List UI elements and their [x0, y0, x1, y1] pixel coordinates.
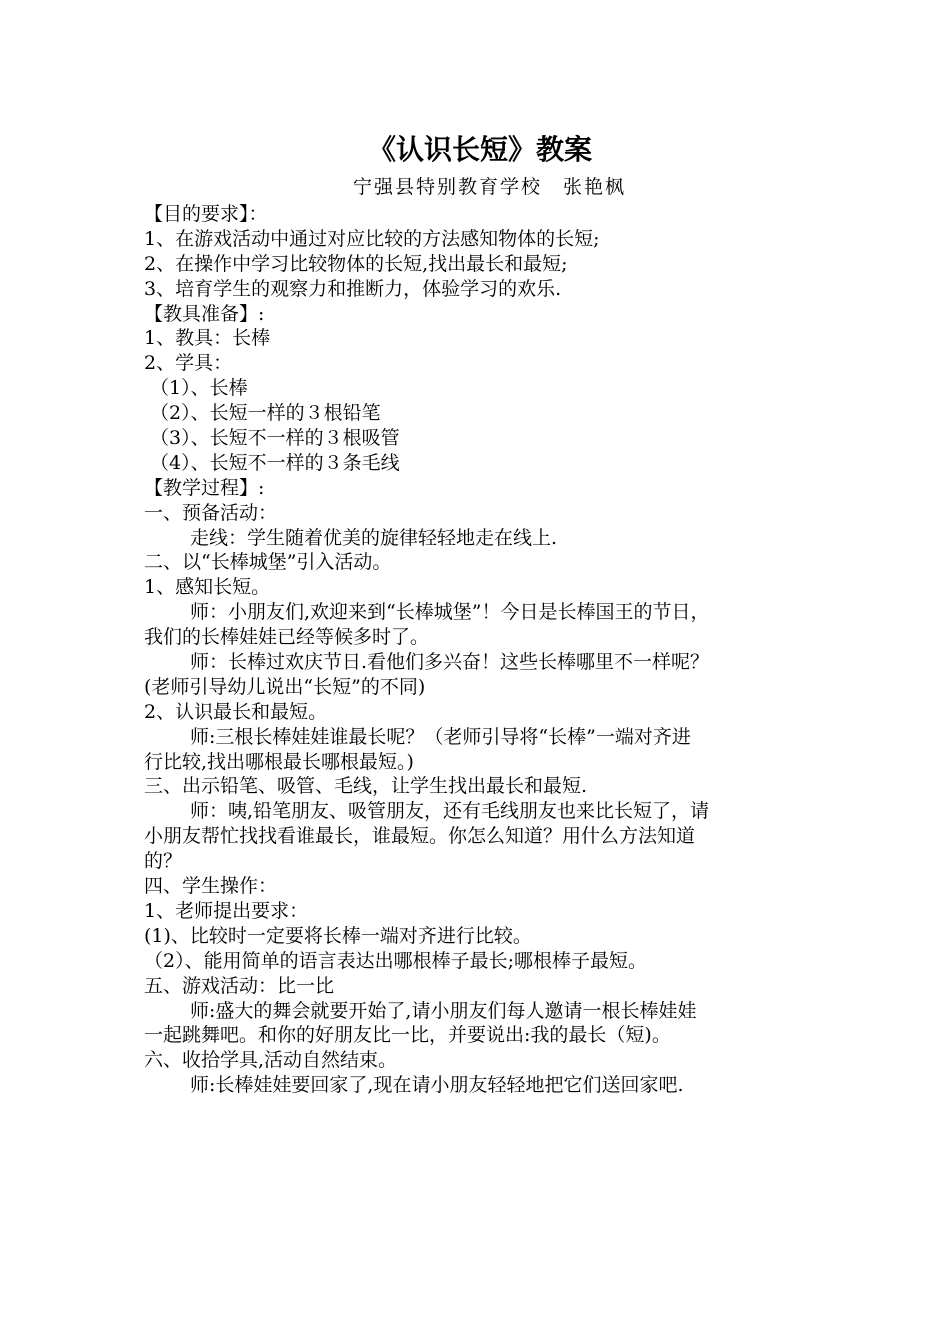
- text-line: 1、在游戏活动中通过对应比较的方法感知物体的长短;: [144, 227, 600, 250]
- text-line: 四、学生操作：: [144, 875, 278, 898]
- text-line: 三、出示铅笔、吸管、毛线，让学生找出最长和最短.: [144, 775, 588, 798]
- text-line: 1、教具：长棒: [144, 327, 271, 350]
- text-line: 师：小朋友们,欢迎来到“长棒城堡”！今日是长棒国王的节日，: [190, 601, 710, 624]
- text-line: （4）、长短不一样的３条毛线: [150, 451, 400, 474]
- text-line: 1、老师提出要求：: [144, 899, 309, 922]
- text-line: 【目的要求】：: [144, 203, 268, 225]
- text-line: 五、游戏活动：比一比: [144, 974, 335, 997]
- text-line: 2、学具：: [144, 352, 233, 375]
- text-line: （2）、能用简单的语言表达出哪根棒子最长;哪根棒子最短。: [144, 949, 647, 972]
- text-line: 师：长棒过欢庆节日.看他们多兴奋！这些长棒哪里不一样呢？: [190, 651, 710, 674]
- text-line: 的？: [144, 850, 183, 873]
- text-line: 行比较,找出哪根最长哪根最短。): [144, 750, 414, 773]
- text-line: 一起跳舞吧。和你的好朋友比一比，并要说出:我的最长（短)。: [144, 1024, 671, 1047]
- text-line: 师：咦,铅笔朋友、吸管朋友，还有毛线朋友也来比长短了，请: [190, 800, 710, 823]
- text-line: 【教学过程】:: [144, 476, 265, 499]
- text-line: （3）、长短不一样的３根吸管: [150, 427, 400, 450]
- text-line: 2、在操作中学习比较物体的长短,找出最长和最短;: [144, 252, 568, 275]
- text-line: 2、认识最长和最短。: [144, 700, 328, 723]
- text-line: （1）、长棒: [150, 377, 248, 400]
- text-line: 一、预备活动：: [144, 501, 278, 524]
- text-line: 小朋友帮忙找找看谁最长，谁最短。你怎么知道？用什么方法知道: [144, 825, 696, 848]
- text-line: (1)、比较时一定要将长棒一端对齐进行比较。: [144, 924, 532, 947]
- text-line: 六、收拾学具,活动自然结束。: [144, 1049, 398, 1072]
- text-line: （2）、长短一样的３根铅笔: [150, 402, 381, 425]
- text-line: 我们的长棒娃娃已经等候多时了。: [144, 626, 430, 649]
- text-line: 师:三根长棒娃娃谁最长呢？（老师引导将“长棒”一端对齐进: [190, 725, 691, 748]
- text-line: 走线：学生随着优美的旋律轻轻地走在线上.: [190, 526, 558, 549]
- text-line: 二、以“长棒城堡”引入活动。: [144, 551, 392, 574]
- text-line: 师:长棒娃娃要回家了,现在请小朋友轻轻地把它们送回家吧.: [190, 1074, 684, 1097]
- text-line: 师:盛大的舞会就要开始了,请小朋友们每人邀请一根长棒娃娃: [190, 999, 697, 1022]
- text-line: 3、培育学生的观察力和推断力，体验学习的欢乐.: [144, 277, 562, 300]
- document-body: [144, 202, 824, 1098]
- document-author: 宁强县特别教育学校 张艳枫: [353, 176, 627, 198]
- text-line: 【教具准备】:: [144, 302, 265, 325]
- document-title: 《认识长短》教案: [367, 133, 592, 166]
- text-line: (老师引导幼儿说出“长短”的不同): [144, 675, 426, 698]
- text-line: 1、感知长短。: [144, 576, 271, 599]
